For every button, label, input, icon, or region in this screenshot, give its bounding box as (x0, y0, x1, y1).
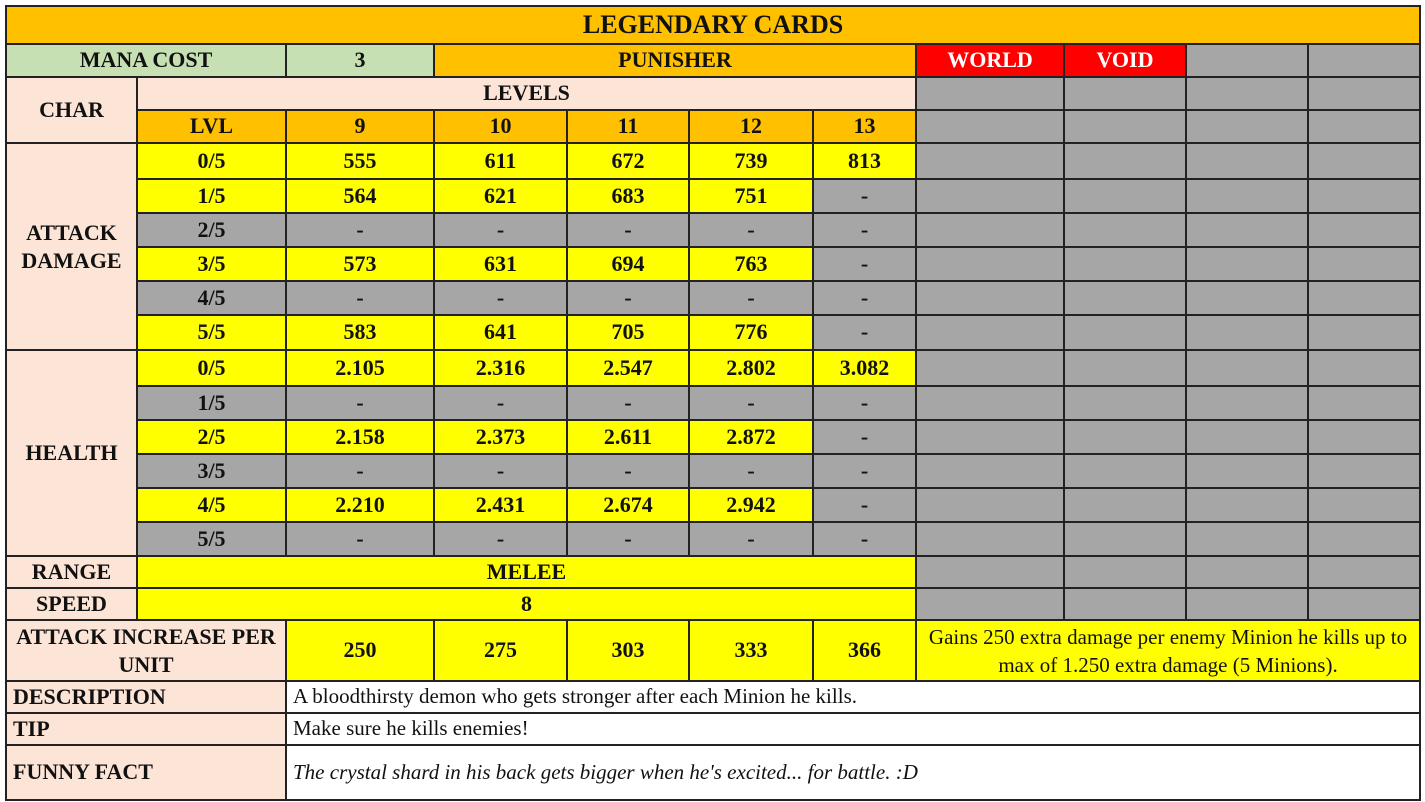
speed-label: SPEED (6, 588, 137, 620)
star-level: 0/5 (137, 350, 286, 386)
health-value: - (434, 454, 567, 488)
empty-cell (1064, 454, 1186, 488)
empty-cell (1064, 110, 1186, 143)
description-text: A bloodthirsty demon who gets stronger after each Minion he kills. (286, 681, 1420, 713)
empty-cell (1308, 488, 1420, 522)
attack-damage-value: 763 (689, 247, 813, 281)
attack-damage-value: - (567, 213, 689, 247)
empty-cell (1064, 143, 1186, 179)
empty-cell (1186, 110, 1308, 143)
empty-cell (1186, 488, 1308, 522)
star-level: 4/5 (137, 281, 286, 315)
attack-damage-row (6, 315, 1420, 350)
empty-cell (1186, 420, 1308, 454)
funny-fact-text: The crystal shard in his back gets bigger when he's excited... for battle. :D (286, 745, 1420, 800)
empty-cell (916, 488, 1064, 522)
empty-cell (1064, 556, 1186, 588)
attack-damage-value: 611 (434, 143, 567, 179)
empty-cell (1308, 281, 1420, 315)
attack-increase-note: Gains 250 extra damage per enemy Minion he kills up to max of 1.250 extra damage (5 Minions). (916, 620, 1420, 681)
empty-cell (1186, 588, 1308, 620)
attack-damage-value: 631 (434, 247, 567, 281)
health-value: - (567, 522, 689, 556)
attack-increase-label: ATTACK INCREASE PER UNIT (6, 620, 286, 681)
health-value: 2.872 (689, 420, 813, 454)
attack-damage-value: 564 (286, 179, 434, 213)
attack-damage-value: 621 (434, 179, 567, 213)
health-value: - (286, 386, 434, 420)
attack-damage-value: - (813, 315, 916, 350)
empty-cell (1308, 143, 1420, 179)
attack-increase-value: 275 (434, 620, 567, 681)
health-value: 2.158 (286, 420, 434, 454)
attack-damage-value: - (689, 281, 813, 315)
attack-damage-value: 776 (689, 315, 813, 350)
attack-damage-value: - (813, 281, 916, 315)
mana-cost-label: MANA COST (6, 44, 286, 77)
attack-damage-value: 694 (567, 247, 689, 281)
attack-damage-value: 641 (434, 315, 567, 350)
tag-world: WORLD (916, 44, 1064, 77)
empty-cell (1186, 44, 1308, 77)
empty-cell (1186, 281, 1308, 315)
empty-cell (916, 556, 1064, 588)
empty-cell (916, 247, 1064, 281)
empty-cell (1064, 488, 1186, 522)
empty-cell (1186, 213, 1308, 247)
health-value: - (813, 522, 916, 556)
empty-cell (916, 454, 1064, 488)
tip-text: Make sure he kills enemies! (286, 713, 1420, 745)
empty-cell (916, 213, 1064, 247)
health-value: 2.105 (286, 350, 434, 386)
empty-cell (1308, 315, 1420, 350)
empty-cell (1308, 350, 1420, 386)
empty-cell (916, 588, 1064, 620)
empty-cell (1308, 110, 1420, 143)
empty-cell (1186, 454, 1308, 488)
star-level: 3/5 (137, 454, 286, 488)
empty-cell (916, 386, 1064, 420)
empty-cell (916, 143, 1064, 179)
attack-damage-value: - (567, 281, 689, 315)
health-value: - (689, 522, 813, 556)
empty-cell (916, 77, 1064, 110)
attack-damage-value: - (434, 281, 567, 315)
health-value: - (286, 522, 434, 556)
level-header: 12 (689, 110, 813, 143)
empty-cell (1308, 213, 1420, 247)
empty-cell (1064, 247, 1186, 281)
sheet-title: LEGENDARY CARDS (6, 6, 1420, 44)
health-value: - (813, 488, 916, 522)
star-level: 2/5 (137, 420, 286, 454)
health-value: - (567, 454, 689, 488)
attack-damage-label: ATTACK DAMAGE (6, 143, 137, 350)
empty-cell (1064, 179, 1186, 213)
range-value: MELEE (137, 556, 916, 588)
empty-cell (1186, 522, 1308, 556)
tag-void: VOID (1064, 44, 1186, 77)
attack-damage-row (6, 281, 1420, 315)
attack-damage-value: 555 (286, 143, 434, 179)
empty-cell (1186, 179, 1308, 213)
star-level: 2/5 (137, 213, 286, 247)
level-header: 9 (286, 110, 434, 143)
star-level: 5/5 (137, 315, 286, 350)
attack-damage-value: - (813, 247, 916, 281)
level-header: 10 (434, 110, 567, 143)
health-value: - (689, 386, 813, 420)
card-name: PUNISHER (434, 44, 916, 77)
health-value: 2.547 (567, 350, 689, 386)
empty-cell (1064, 350, 1186, 386)
health-row (6, 420, 1420, 454)
empty-cell (916, 110, 1064, 143)
attack-damage-value: - (813, 179, 916, 213)
funny-fact-label: FUNNY FACT (6, 745, 286, 800)
tip-label: TIP (6, 713, 286, 745)
empty-cell (1186, 350, 1308, 386)
empty-cell (1308, 454, 1420, 488)
attack-damage-value: - (813, 213, 916, 247)
attack-damage-value: - (286, 213, 434, 247)
health-value: - (286, 454, 434, 488)
health-value: 2.316 (434, 350, 567, 386)
level-header: 13 (813, 110, 916, 143)
empty-cell (1064, 522, 1186, 556)
attack-damage-value: 739 (689, 143, 813, 179)
empty-cell (916, 522, 1064, 556)
description-label: DESCRIPTION (6, 681, 286, 713)
attack-damage-value: 705 (567, 315, 689, 350)
health-value: 2.802 (689, 350, 813, 386)
health-value: - (567, 386, 689, 420)
health-value: 2.210 (286, 488, 434, 522)
health-value: 2.373 (434, 420, 567, 454)
empty-cell (1064, 386, 1186, 420)
attack-damage-value: 813 (813, 143, 916, 179)
empty-cell (1064, 420, 1186, 454)
empty-cell (1308, 588, 1420, 620)
health-value: - (813, 420, 916, 454)
empty-cell (1308, 179, 1420, 213)
health-value: 2.942 (689, 488, 813, 522)
empty-cell (1308, 44, 1420, 77)
health-value: 2.431 (434, 488, 567, 522)
empty-cell (1186, 556, 1308, 588)
attack-increase-value: 303 (567, 620, 689, 681)
attack-damage-value: - (286, 281, 434, 315)
health-value: 2.674 (567, 488, 689, 522)
health-row (6, 522, 1420, 556)
empty-cell (1308, 420, 1420, 454)
empty-cell (1308, 556, 1420, 588)
empty-cell (916, 420, 1064, 454)
levels-label: LEVELS (137, 77, 916, 110)
empty-cell (916, 179, 1064, 213)
attack-damage-row (6, 179, 1420, 213)
star-level: 0/5 (137, 143, 286, 179)
attack-increase-value: 366 (813, 620, 916, 681)
health-value: - (434, 522, 567, 556)
attack-damage-value: 683 (567, 179, 689, 213)
empty-cell (1064, 315, 1186, 350)
attack-increase-value: 333 (689, 620, 813, 681)
star-level: 3/5 (137, 247, 286, 281)
attack-damage-row (6, 247, 1420, 281)
attack-damage-value: 573 (286, 247, 434, 281)
empty-cell (916, 350, 1064, 386)
speed-value: 8 (137, 588, 916, 620)
empty-cell (1308, 386, 1420, 420)
star-level: 1/5 (137, 179, 286, 213)
health-row (6, 386, 1420, 420)
attack-damage-value: - (434, 213, 567, 247)
empty-cell (1186, 315, 1308, 350)
empty-cell (1308, 77, 1420, 110)
char-label: CHAR (6, 77, 137, 143)
empty-cell (1064, 281, 1186, 315)
attack-damage-row (6, 213, 1420, 247)
mana-cost-value: 3 (286, 44, 434, 77)
lvl-label: LVL (137, 110, 286, 143)
empty-cell (1186, 247, 1308, 281)
health-label: HEALTH (6, 350, 137, 556)
level-header: 11 (567, 110, 689, 143)
attack-damage-row (6, 143, 1420, 179)
health-value: - (813, 386, 916, 420)
empty-cell (1186, 77, 1308, 110)
health-row (6, 454, 1420, 488)
health-value: - (689, 454, 813, 488)
attack-damage-value: 751 (689, 179, 813, 213)
empty-cell (1186, 143, 1308, 179)
empty-cell (1064, 213, 1186, 247)
health-value: - (434, 386, 567, 420)
attack-damage-value: - (689, 213, 813, 247)
star-level: 5/5 (137, 522, 286, 556)
attack-damage-value: 583 (286, 315, 434, 350)
empty-cell (1308, 522, 1420, 556)
empty-cell (1186, 386, 1308, 420)
health-row (6, 350, 1420, 386)
attack-increase-value: 250 (286, 620, 434, 681)
empty-cell (1064, 588, 1186, 620)
health-value: 2.611 (567, 420, 689, 454)
empty-cell (1064, 77, 1186, 110)
attack-damage-value: 672 (567, 143, 689, 179)
star-level: 4/5 (137, 488, 286, 522)
health-row (6, 488, 1420, 522)
card-stats-table (5, 5, 1421, 801)
empty-cell (1308, 247, 1420, 281)
star-level: 1/5 (137, 386, 286, 420)
health-value: 3.082 (813, 350, 916, 386)
empty-cell (916, 281, 1064, 315)
empty-cell (916, 315, 1064, 350)
range-label: RANGE (6, 556, 137, 588)
health-value: - (813, 454, 916, 488)
